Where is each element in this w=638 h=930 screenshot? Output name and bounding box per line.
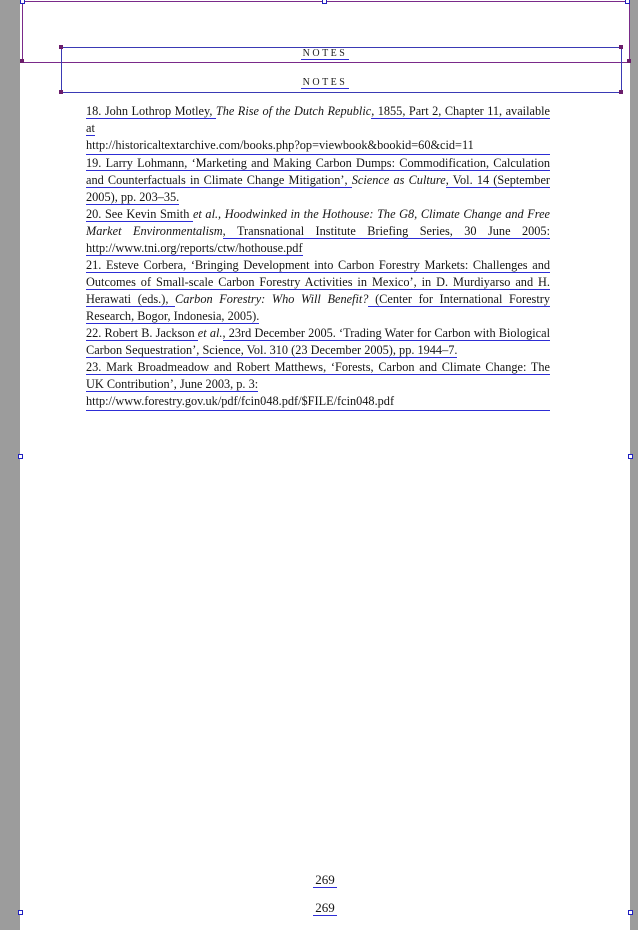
- resize-handle-middle-left[interactable]: [18, 454, 23, 459]
- note-title: The Rise of the Dutch Republic: [215, 104, 372, 118]
- running-header-bottom: [20, 77, 630, 88]
- page-number-top: [20, 872, 630, 888]
- resize-handle-middle-right[interactable]: [628, 454, 633, 459]
- note-title: Carbon Forestry: Who Will Benefit?: [175, 292, 369, 306]
- document-page[interactable]: [20, 0, 630, 930]
- page-number-top-text: 269: [315, 872, 335, 887]
- page-number-bottom: [20, 900, 630, 916]
- note-23[interactable]: [86, 359, 550, 411]
- note-text: (Center for International Forestry Research, Bogor, Indonesia, 2005).: [86, 292, 550, 323]
- note-title: Science as Culture: [351, 173, 446, 187]
- note-text: , 1855, Part 2, Chapter 11, available at: [86, 104, 550, 135]
- page-number-bottom-text: 269: [315, 900, 335, 915]
- note-text: Larry Lohmann, ‘Marketing and Making Carbon Dumps: Commodification, Calculation and Counterfactuals in Climate Change Mitigation’,: [86, 156, 550, 187]
- note-19[interactable]: [86, 155, 550, 206]
- note-number: 18.: [86, 104, 102, 118]
- left-gutter: [0, 0, 20, 930]
- right-gutter: [630, 0, 638, 930]
- note-number: 23.: [86, 360, 102, 374]
- note-text: , Vol. 14 (September 2005), pp. 203–35.: [86, 173, 550, 204]
- note-text: Mark Broadmeadow and Robert Matthews, ‘Forests, Carbon and Climate Change: The UK Contribution’, June 2003, p. 3:: [86, 360, 550, 391]
- note-number: 21.: [86, 258, 102, 272]
- running-header-top-text: NOTES: [302, 48, 348, 59]
- note-title: et al., Hoodwinked in the Hothouse: The G8, Climate Change and Free Market Environmentalism: [86, 207, 550, 238]
- inner-frame-anchor-bottom-left[interactable]: [59, 90, 63, 94]
- frame-anchor-right[interactable]: [627, 59, 631, 63]
- note-text: Esteve Corbera, ‘Bringing Development into Carbon Forestry Markets: Challenges and Outcomes of Small-scale Carbon Forestry Activities in Mexico’, in D. Murdiyarso and H. Herawati (eds.),: [86, 258, 550, 306]
- note-22[interactable]: [86, 325, 550, 359]
- note-number: 20.: [86, 207, 102, 221]
- resize-handle-top-left[interactable]: [20, 0, 25, 4]
- note-text: John Lothrop Motley,: [101, 104, 216, 118]
- note-number: 19.: [86, 156, 102, 170]
- note-text: Robert B. Jackson: [101, 326, 198, 340]
- note-18[interactable]: [86, 103, 550, 155]
- notes-list[interactable]: [86, 103, 550, 411]
- inner-frame-anchor-bottom-right[interactable]: [619, 90, 623, 94]
- note-text: See Kevin Smith: [101, 207, 193, 221]
- frame-anchor-left[interactable]: [20, 59, 24, 63]
- note-21[interactable]: [86, 257, 550, 325]
- note-title: et al.: [197, 326, 223, 340]
- note-number: 22.: [86, 326, 102, 340]
- running-header-top: [20, 48, 630, 59]
- note-url[interactable]: http://historicaltextarchive.com/books.php?op=viewbook&bookid=60&cid=11: [86, 137, 550, 155]
- running-header-bottom-text: NOTES: [302, 77, 348, 88]
- note-url[interactable]: http://www.forestry.gov.uk/pdf/fcin048.pdf/$FILE/fcin048.pdf: [86, 393, 550, 411]
- resize-handle-top-right[interactable]: [625, 0, 630, 4]
- note-20[interactable]: [86, 206, 550, 257]
- note-text: , 23rd December 2005. ‘Trading Water for Carbon with Biological Carbon Sequestration’, Science, Vol. 310 (23 December 2005), pp. 1944–7.: [86, 326, 550, 357]
- resize-handle-top-center[interactable]: [322, 0, 327, 4]
- note-text: , Transnational Institute Briefing Series, 30 June 2005: http://www.tni.org/reports/ctw/hothouse.pdf: [86, 224, 550, 255]
